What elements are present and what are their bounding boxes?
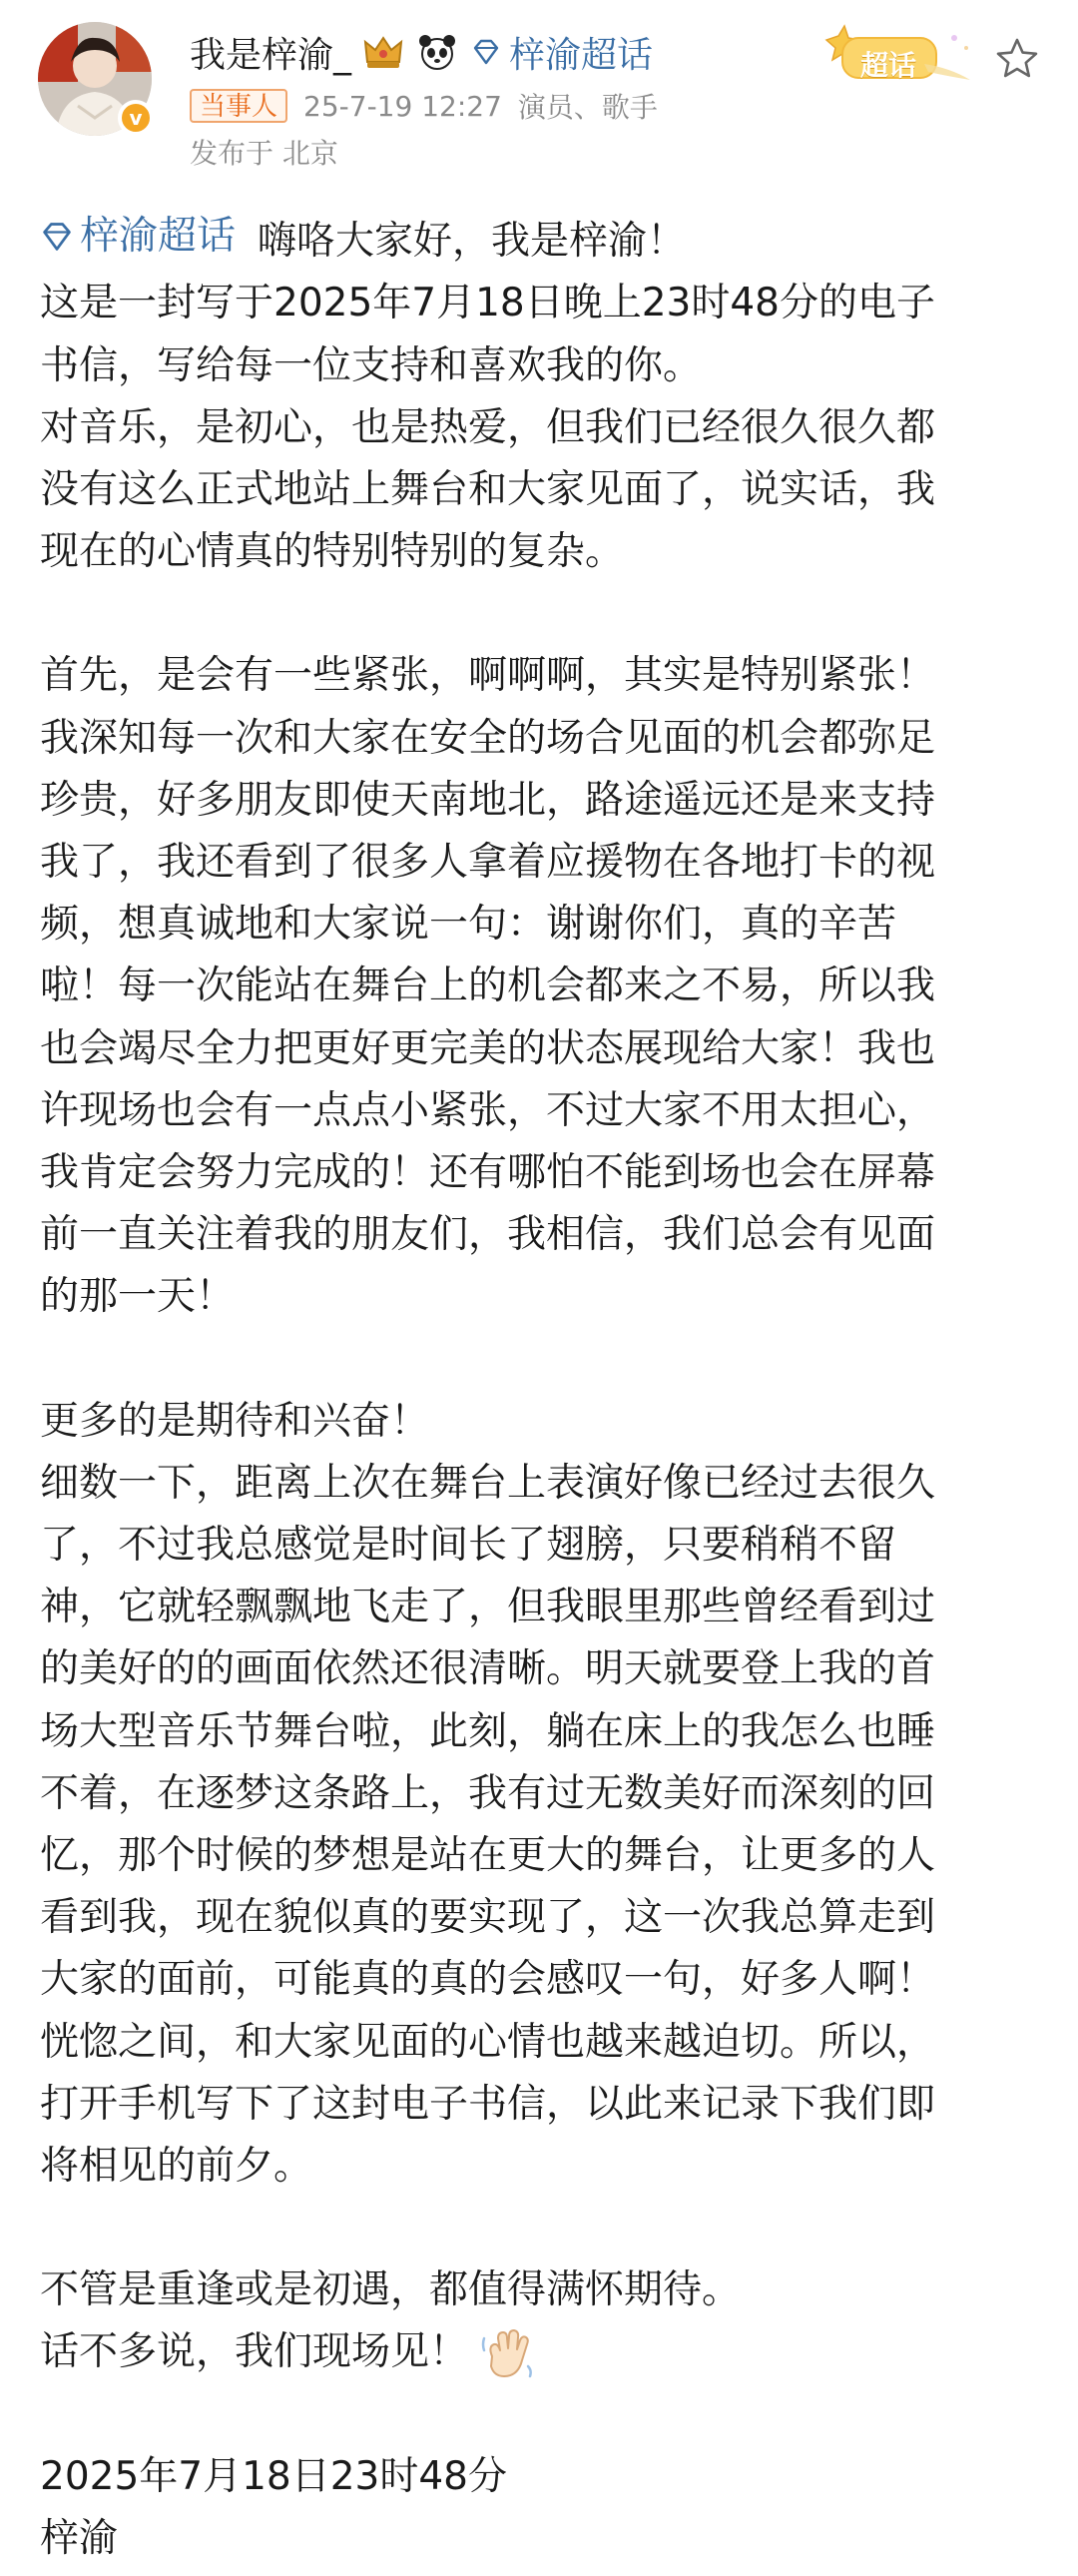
body-line: 首先，是会有一些紧张，啊啊啊，其实是特别紧张！ xyxy=(40,653,936,699)
body-line: 神，它就轻飘飘地飞走了，但我眼里那些曾经看到过 xyxy=(40,1585,936,1630)
body-line: 书信，写给每一位支持和喜欢我的你。 xyxy=(40,342,703,388)
body-line: 对音乐，是初心，也是热爱，但我们已经很久很久都 xyxy=(40,404,936,450)
verified-badge-icon: v xyxy=(118,100,154,136)
body-line: 了，不过我总感觉是时间长了翅膀，只要稍稍不留 xyxy=(40,1522,897,1568)
body-line: 我肯定会努力完成的！还有哪怕不能到场也会在屏幕 xyxy=(40,1149,936,1195)
body-line: 的那一天！ xyxy=(40,1274,236,1320)
waving-hand-icon xyxy=(478,2326,534,2382)
super-topic-link[interactable] xyxy=(471,27,653,78)
body-line: 不着，在逐梦这条路上，我有过无数美好而深刻的回 xyxy=(40,1770,936,1816)
inline-super-topic-label: 梓渝超话 xyxy=(80,214,237,259)
inline-super-topic-link[interactable] xyxy=(40,206,236,268)
body-line: 前一直关注着我的朋友们，我相信，我们总会有见面 xyxy=(40,1212,936,1258)
post-meta-row xyxy=(190,86,658,126)
body-line: 2025年7月18日23时48分 xyxy=(40,2453,507,2499)
body-line: 大家的面前，可能真的真的会感叹一句，好多人啊！ xyxy=(40,1957,936,2003)
paragraph-gap xyxy=(40,1329,1048,1391)
body-line: 这是一封写于2025年7月18日晚上23时48分的电子 xyxy=(40,281,935,326)
super-topic-badge[interactable] xyxy=(820,24,980,94)
body-line: 将相见的前夕。 xyxy=(40,2143,313,2189)
body-line: 不管是重逢或是初遇，都值得满怀期待。 xyxy=(40,2267,742,2313)
paragraph-gap xyxy=(40,583,1048,645)
body-line: 频，想真诚地和大家说一句：谢谢你们，真的辛苦 xyxy=(40,902,897,948)
post-location: 发布于 北京 xyxy=(190,137,338,170)
super-topic-label: 梓渝超话 xyxy=(509,34,654,76)
body-line: 珍贵，好多朋友即使天南地北，路途遥远还是来支持 xyxy=(40,777,936,823)
body-line xyxy=(40,206,1048,273)
body-line: 更多的是期待和兴奋！ xyxy=(40,1398,430,1444)
author-name-row xyxy=(190,24,653,80)
body-line: 许现场也会有一点点小紧张，不过大家不用太担心， xyxy=(40,1087,936,1133)
post-header xyxy=(0,0,1078,190)
body-line: 细数一下，距离上次在舞台上表演好像已经过去很久 xyxy=(40,1460,936,1506)
body-line: 忆，那个时候的梦想是站在更大的舞台，让更多的人 xyxy=(40,1832,936,1878)
role-tag: 当事人 xyxy=(190,89,287,123)
body-line: 我深知每一次和大家在安全的场合见面的机会都弥足 xyxy=(40,715,936,761)
crown-badge-icon xyxy=(361,32,405,72)
body-line: 没有这么正式地站上舞台和大家见面了，说实话，我 xyxy=(40,466,936,512)
super-topic-badge-label: 超话 xyxy=(860,49,917,82)
panda-emoji-icon xyxy=(415,32,459,72)
favorite-star-icon[interactable] xyxy=(994,36,1040,82)
body-line: 也会竭尽全力把更好更完美的状态展现给大家！我也 xyxy=(40,1025,936,1071)
body-line: 打开手机写下了这封电子书信，以此来记录下我们即 xyxy=(40,2081,936,2127)
body-line: 场大型音乐节舞台啦，此刻，躺在床上的我怎么也睡 xyxy=(40,1708,936,1754)
body-line: 我了，我还看到了很多人拿着应援物在各地打卡的视 xyxy=(40,839,936,885)
body-line-text: 话不多说，我们现场见！ xyxy=(40,2329,469,2375)
body-line: 看到我，现在貌似真的要实现了，这一次我总算走到 xyxy=(40,1895,936,1941)
paragraph-gap xyxy=(40,2384,1048,2446)
post-timestamp: 25-7-19 12:27 xyxy=(303,89,502,123)
author-username[interactable]: 我是梓渝_ xyxy=(190,34,352,76)
body-line: 恍惚之间，和大家见面的心情也越来越迫切。所以， xyxy=(40,2019,936,2065)
body-line: 的美好的的画面依然还很清晰。明天就要登上我的首 xyxy=(40,1646,936,1692)
body-line-text: 嗨咯大家好，我是梓渝！ xyxy=(258,219,687,265)
post-body xyxy=(40,206,1048,2570)
body-line: 梓渝 xyxy=(40,2515,119,2561)
body-line: 啦！每一次能站在舞台上的机会都来之不易，所以我 xyxy=(40,964,936,1009)
author-occupation: 演员、歌手 xyxy=(517,91,658,124)
paragraph-gap xyxy=(40,2198,1048,2259)
body-line xyxy=(40,2321,1048,2383)
diamond-icon xyxy=(471,37,501,67)
diamond-icon xyxy=(40,220,74,254)
body-line: 现在的心情真的特别特别的复杂。 xyxy=(40,529,625,575)
